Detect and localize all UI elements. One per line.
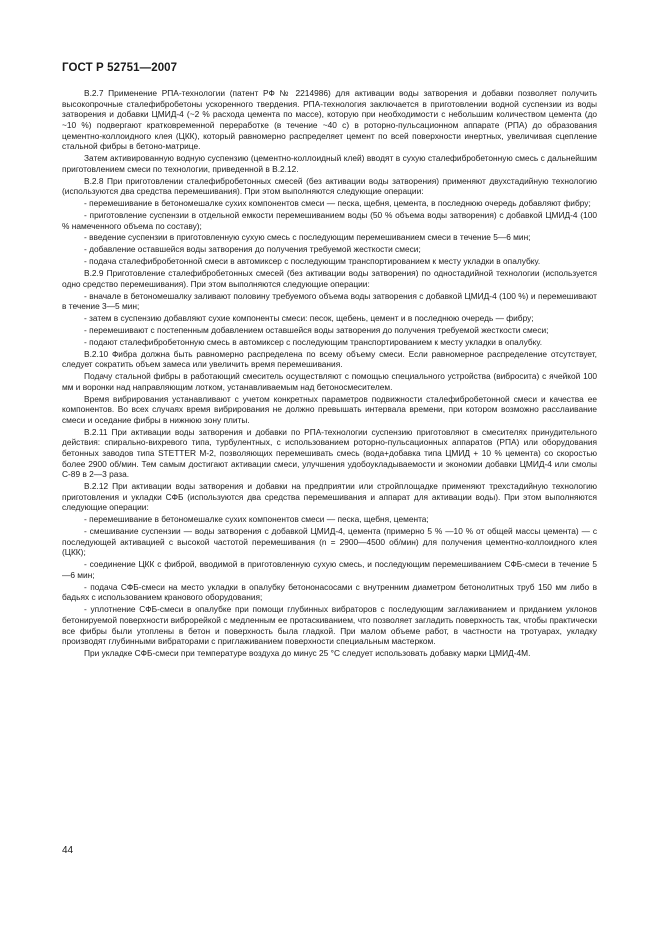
document-body [62,88,597,660]
paragraph: Затем активированную водную суспензию (цементно-коллоидный клей) вводят в сухую сталефибробетонную смесь с дальнейшим приготовлением смеси по технологии, приведенной в В.2.12. [62,153,597,174]
list-item: - перемешивание в бетономешалке сухих компонентов смеси — песка, щебня, цемента, в последнюю очередь добавляют фибру; [84,198,591,209]
document-header: ГОСТ Р 52751—2007 [62,62,178,74]
paragraph: Подачу стальной фибры в работающий смеситель осуществляют с помощью специального устройства (вибросита) с ячейкой 100 мм и воронки над направляющим лотком, устанавливаемым над бетоносмесителем. [62,371,597,392]
list-item: - добавление оставшейся воды затворения до получения требуемой жесткости смеси; [84,244,421,255]
paragraph-b-2-7: В.2.7 Применение РПА-технологии (патент РФ № 2214986) для активации воды затворения и добавки позволяет получить высокопрочные сталефибробетоны ускоренного твердения. РПА-технология заключается в приготовлении водной суспензии из воды затворения и добавки ЦМИД-4 (~2 % расхода цемента по массе), которую при необходимости с небольшим количеством цемента (до ~10 %) подвергают кратковременной переработке (в течение ~40 с) в роторно-пульсационном аппарате (РПА) до образования цементно-коллоидного клея (ЦКК), который равномерно распределяет цемент по всей поверхности инертных, увеличивая сцепление стальной фибры в бетоно-матрице. [62,88,597,152]
list-item: - уплотнение СФБ-смеси в опалубке при помощи глубинных вибраторов с последующим заглаживанием и приданием уклонов бетонируемой поверхности виброрейкой с медленным ее протаскиванием, что позволяет загладить поверхность так, чтобы практически все фибры были утоплены в бетон и поверхность была гладкой. При малом объеме работ, в частности на тротуарах, укладку производят глубинными вибраторами с приглаживанием поверхности специальным мастерком. [62,604,597,647]
paragraph-b-2-10: В.2.10 Фибра должна быть равномерно распределена по всему объему смеси. Если равномерное распределение отсутствует, следует сократить объем замеса или увеличить время перемешивания. [62,348,597,370]
list-item: - смешивание суспензии — воды затворения с добавкой ЦМИД-4, цемента (примерно 5 % —10 % от общей массы цемента) — с последующей активацией с высокой частотой перемешивания (n = 2900—4500 об/мин) для получения цементно-коллоидного клея (ЦКК); [62,526,597,558]
page-number: 44 [62,845,74,856]
paragraph: При укладке СФБ-смеси при температуре воздуха до минус 25 °С следует использовать добавку марки ЦМИД-4М. [84,648,531,659]
list-item: - затем в суспензию добавляют сухие компоненты смеси: песок, щебень, цемент и в последнюю очередь — фибру; [84,313,534,323]
list-item: - перемешивают с постепенным добавлением оставшейся воды затворения до получения требуемой жесткости смеси; [84,324,549,335]
list-item: - введение суспензии в приготовленную сухую смесь с последующим перемешиванием смеси в течение 5—6 мин; [84,232,531,243]
list-item: - подают сталефибробетонную смесь в автомиксер с последующим транспортированием к месту укладки в опалубку. [84,336,543,347]
list-item: - приготовление суспензии в отдельной емкости перемешиванием воды (50 % объема воды затворения) с добавкой ЦМИД-4 (100 % намеченного объема по составу); [62,209,597,231]
paragraph-b-2-8: В.2.8 При приготовлении сталефибробетонных смесей (без активации воды затворения) применяют двухстадийную технологию (используются два средства перемешивания). При этом выполняются следующие операции: [62,175,597,197]
paragraph-b-2-12: В.2.12 При активации воды затворения и добавки на предприятии или стройплощадке применяют трехстадийную технологию приготовления и укладки СФБ (используются два средства перемешивания и аппарат для активации воды). При этом выполняются следующие операции: [62,481,597,513]
list-item: - перемешивание в бетономешалке сухих компонентов смеси — песка, щебня, цемента; [84,514,429,525]
list-item: - подача СФБ-смеси на место укладки в опалубку бетононасосами с внутренним диаметром бетонолитных труб 150 мм либо в бадьях с использованием кранового оборудования; [62,581,597,603]
list-item: - соединение ЦКК с фиброй, вводимой в приготовленную сухую смесь, и последующим перемешиванием СФБ-смеси в течение 5—6 мин; [62,559,597,580]
paragraph: Время вибрирования устанавливают с учетом конкретных параметров подвижности сталефибробетонной смеси и качества ее компонентов. Во всех случаях время вибрирования не должно превышать интервала времени, при котором возможно расслаивание смеси и оседание фибры в нижнюю зону плиты. [62,393,597,425]
paragraph-b-2-11: В.2.11 При активации воды затворения и добавки по РПА-технологии суспензию приготовляют в смесителях принудительного действия: спирально-вихревого типа, турбулентных, с использованием роторно-пульсационных аппаратов (РПА) или оборудования бетонных заводов типа STETTER M-2, позволяющих перемешивать смесь (вода+добавка типа ЦМИД + 10 % цемента) со скоростью более 2900 об/мин. Тем самым достигают активации смеси, улучшения удобоукладываемости и экономии добавки ЦМИД-4 или смолы С-89 в 2—3 раза. [62,426,597,480]
paragraph-b-2-9: В.2.9 Приготовление сталефибробетонных смесей (без активации воды затворения) по одностадийной технологии (используется одно средство перемешивания). При этом выполняются следующие операции: [62,268,597,289]
list-item: - вначале в бетономешалку заливают половину требуемого объема воды затворения с добавкой ЦМИД-4 (100 %) и перемешивают в течение 3—5 мин; [62,290,597,312]
list-item: - подача сталефибробетонной смеси в автомиксер с последующим транспортированием к месту укладки в опалубку. [84,256,541,267]
